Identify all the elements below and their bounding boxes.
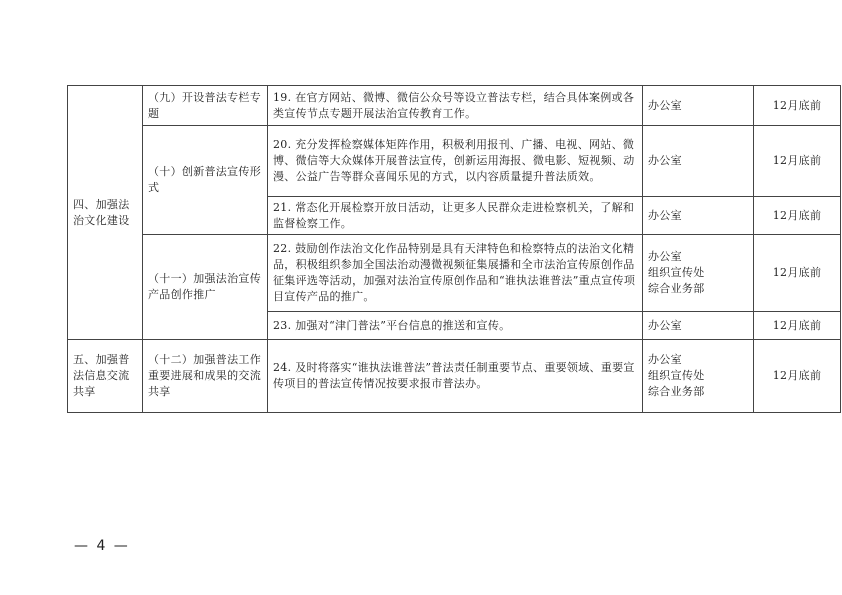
dept-line: 综合业务部 [648,281,705,295]
dept-line: 办公室 [648,98,682,112]
subcategory-cell: （十）创新普法宣传形式 [143,126,268,235]
subcategory-cell: （十二）加强普法工作重要进展和成果的交流共享 [143,340,268,413]
deadline-cell: 12月底前 [754,340,841,413]
dept-line: 办公室 [648,353,682,367]
category-cell: 五、加强普法信息交流共享 [68,340,143,413]
dept-line: 综合业务部 [648,384,705,398]
work-plan-table [67,85,841,413]
dept-line: 办公室 [648,250,682,264]
deadline-cell: 12月底前 [754,197,841,235]
task-cell: 21. 常态化开展检察开放日活动，让更多人民群众走进检察机关，了解和监督检察工作。 [268,197,643,235]
subcategory-cell: （九）开设普法专栏专题 [143,86,268,126]
dept-line: 办公室 [648,208,682,222]
table-row [68,340,841,413]
task-cell: 23. 加强对“津门普法”平台信息的推送和宣传。 [268,312,643,340]
table-row [68,235,841,312]
dept-cell [643,340,754,413]
dept-line: 组织宣传处 [648,369,705,383]
table-row [68,86,841,126]
task-cell: 19. 在官方网站、微博、微信公众号等设立普法专栏，结合具体案例或各类宣传节点专题开展法治宣传教育工作。 [268,86,643,126]
subcategory-cell: （十一）加强法治宣传产品创作推广 [143,235,268,340]
dept-cell [643,197,754,235]
dept-line: 组织宣传处 [648,266,705,280]
deadline-cell: 12月底前 [754,235,841,312]
deadline-cell: 12月底前 [754,312,841,340]
deadline-cell: 12月底前 [754,86,841,126]
page-number: — 4 — [74,538,130,554]
dept-cell [643,126,754,197]
task-cell: 24. 及时将落实“谁执法谁普法”普法责任制重要节点、重要领域、重要宣传项目的普法宣传情况按要求报市普法办。 [268,340,643,413]
dept-cell [643,86,754,126]
deadline-cell: 12月底前 [754,126,841,197]
dept-line: 办公室 [648,318,682,332]
table-row [68,126,841,197]
task-cell: 20. 充分发挥检察媒体矩阵作用，积极利用报刊、广播、电视、网站、微博、微信等大众媒体开展普法宣传，创新运用海报、微电影、短视频、动漫、公益广告等群众喜闻乐见的方式，以内容质量提升普法质效。 [268,126,643,197]
task-cell: 22. 鼓励创作法治文化作品特别是具有天津特色和检察特点的法治文化精品，积极组织参加全国法治动漫微视频征集展播和全市法治宣传原创作品征集评选等活动，加强对法治宣传原创作品和“谁执法谁普法”重点宣传项目宣传产品的推广。 [268,235,643,312]
dept-cell [643,312,754,340]
dept-cell [643,235,754,312]
category-cell: 四、加强法治文化建设 [68,86,143,340]
dept-line: 办公室 [648,154,682,168]
